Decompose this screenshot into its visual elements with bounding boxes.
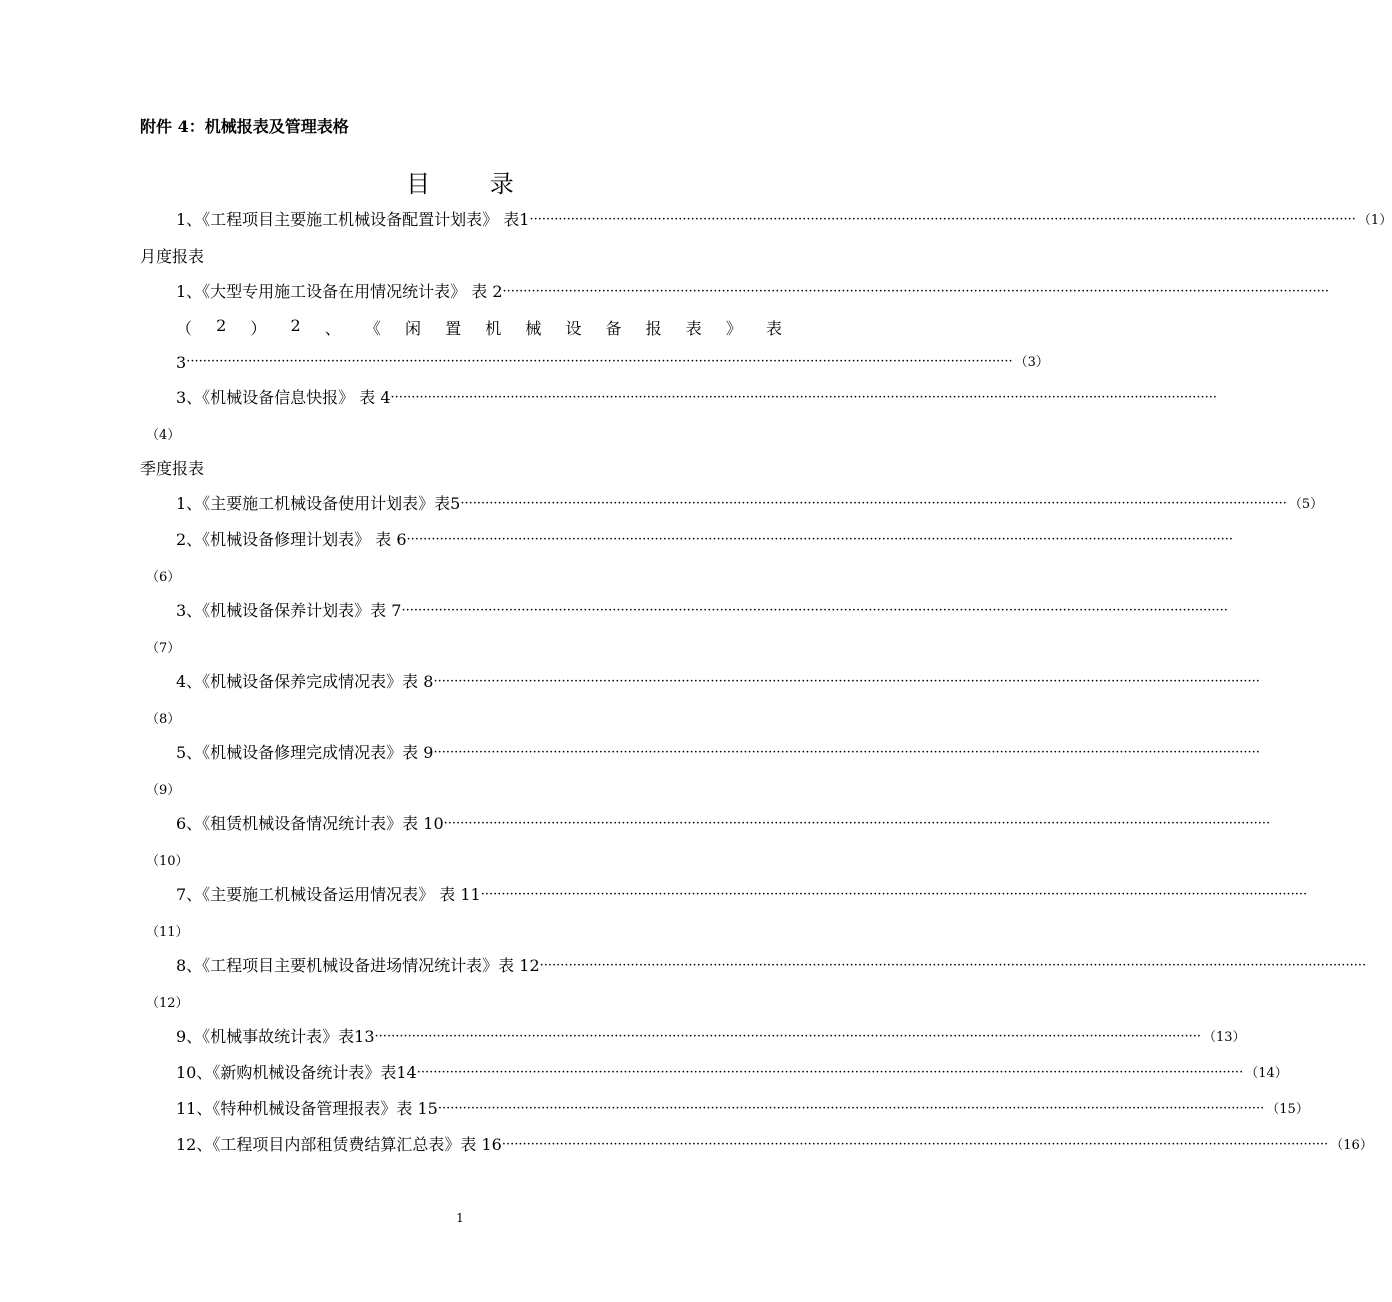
wrapped-page-number: （11）	[146, 925, 189, 940]
toc-entry	[176, 881, 1308, 905]
toc-entry-text: 10、《新购机械设备统计表》表14	[176, 1063, 417, 1082]
toc-entry-text: 11、《特种机械设备管理报表》表 15	[176, 1099, 438, 1118]
spread-char: 《	[364, 319, 381, 338]
toc-entry	[176, 348, 1049, 372]
toc-entry-text: 1、《工程项目主要施工机械设备配置计划表》 表1	[176, 210, 530, 229]
toc-entry-text: 8、《工程项目主要机械设备进场情况统计表》表 12	[176, 956, 540, 975]
toc-entry	[176, 739, 1260, 763]
toc-entry	[176, 384, 1218, 408]
dot-leader: ········································································································································································································	[501, 1137, 1329, 1152]
toc-entry-page: （5）	[1288, 497, 1324, 512]
dot-leader: ········································································································································································································	[433, 745, 1260, 760]
toc-entry-text: 1、《主要施工机械设备使用计划表》表5	[176, 494, 461, 513]
toc-entry	[176, 668, 1260, 692]
spread-char: 机	[485, 319, 502, 338]
toc-entry-page: （15）	[1266, 1102, 1309, 1117]
dot-leader: ········································································································································································································	[437, 1101, 1265, 1116]
toc-entry-page: （16）	[1330, 1138, 1373, 1153]
toc-entry-text: 3、《机械设备保养计划表》表 7	[176, 601, 402, 620]
toc-entry-page: （13）	[1203, 1030, 1246, 1045]
toc-entry-text: 3	[176, 353, 187, 372]
dot-leader: ········································································································································································································	[443, 816, 1271, 831]
spread-char: 》	[725, 319, 742, 338]
toc-entry-page: （3）	[1014, 355, 1049, 370]
toc-entry-text: 12、《工程项目内部租赁费结算汇总表》表 16	[176, 1135, 502, 1154]
toc-entry-text: 2、《机械设备修理计划表》 表 6	[176, 530, 407, 549]
wrapped-page-number: （6）	[146, 570, 181, 585]
spread-char: 表	[685, 319, 702, 338]
dot-leader: ········································································································································································································	[480, 887, 1308, 902]
spread-char: 、	[324, 319, 341, 338]
toc-title: 目 录	[406, 170, 540, 198]
toc-entry	[176, 1131, 1373, 1155]
wrapped-page-number: （7）	[146, 641, 181, 656]
toc-entry	[176, 597, 1228, 621]
toc-entry-text: 4、《机械设备保养完成情况表》表 8	[176, 672, 434, 691]
spread-char: 报	[645, 319, 662, 338]
toc-entry-text: 7、《主要施工机械设备运用情况表》 表 11	[176, 885, 481, 904]
dot-leader: ········································································································································································································	[186, 354, 1013, 369]
spread-char: 设	[565, 319, 582, 338]
spread-char: 械	[525, 319, 542, 338]
dot-leader: ········································································································································································································	[539, 958, 1367, 973]
section-monthly: 月度报表	[140, 247, 205, 266]
spread-char: 2	[216, 316, 227, 335]
toc-entry-text: 6、《租赁机械设备情况统计表》表 10	[176, 814, 444, 833]
wrapped-page-number: （9）	[146, 783, 181, 798]
dot-leader: ········································································································································································································	[406, 532, 1234, 547]
toc-entry	[176, 1059, 1288, 1083]
spread-char: 置	[445, 319, 462, 338]
spread-char: ）	[250, 319, 267, 338]
toc-entry-page: （14）	[1245, 1066, 1288, 1081]
toc-entry-text: 3、《机械设备信息快报》 表 4	[176, 388, 391, 407]
toc-entry-page: （1）	[1357, 213, 1392, 228]
section-quarterly: 季度报表	[140, 459, 205, 478]
wrapped-page-number: （10）	[146, 854, 189, 869]
dot-leader: ········································································································································································································	[529, 212, 1356, 227]
justified-toc-line	[176, 316, 782, 339]
dot-leader: ········································································································································································································	[390, 390, 1218, 405]
toc-entry	[176, 206, 1392, 230]
spread-char: 表	[765, 319, 782, 338]
attachment-heading: 附件 4：机械报表及管理表格	[140, 117, 349, 136]
spread-char: 2	[290, 316, 301, 335]
toc-entry	[176, 1095, 1309, 1119]
toc-entry-text: 5、《机械设备修理完成情况表》表 9	[176, 743, 434, 762]
wrapped-page-number: （4）	[146, 428, 181, 443]
dot-leader: ········································································································································································································	[502, 284, 1330, 299]
toc-entry	[176, 278, 1330, 302]
wrapped-page-number: （12）	[146, 996, 189, 1011]
spread-char: 闲	[405, 319, 422, 338]
dot-leader: ········································································································································································································	[401, 603, 1228, 618]
dot-leader: ········································································································································································································	[433, 674, 1260, 689]
toc-entry-text: 1、《大型专用施工设备在用情况统计表》 表 2	[176, 282, 503, 301]
spread-char: （	[176, 319, 193, 338]
spread-char: 备	[605, 319, 622, 338]
dot-leader: ········································································································································································································	[460, 496, 1287, 511]
page-number: 1	[456, 1211, 464, 1225]
toc-entry-text: 9、《机械事故统计表》表13	[176, 1027, 375, 1046]
toc-entry	[176, 952, 1367, 976]
toc-entry	[176, 810, 1271, 834]
dot-leader: ········································································································································································································	[374, 1029, 1202, 1044]
toc-entry	[176, 1023, 1246, 1047]
wrapped-page-number: （8）	[146, 712, 181, 727]
toc-entry	[176, 526, 1234, 550]
toc-entry	[176, 490, 1324, 514]
dot-leader: ········································································································································································································	[416, 1065, 1244, 1080]
